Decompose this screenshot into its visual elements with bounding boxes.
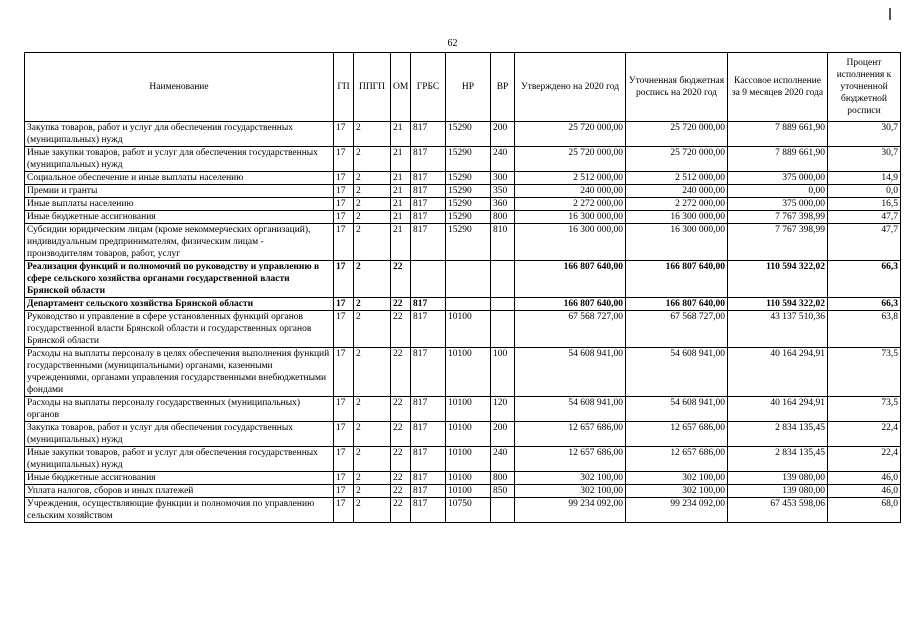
cell-om: 22: [391, 298, 411, 311]
cell-gp: 17: [334, 472, 354, 485]
cell-percent: 66,3: [828, 261, 901, 298]
cell-ppgp: 2: [354, 147, 391, 172]
cell-name: Расходы на выплаты персоналу государственных (муниципальных) органов: [25, 397, 334, 422]
cell-ppgp: 2: [354, 261, 391, 298]
cell-gp: 17: [334, 311, 354, 348]
cell-cash: 0,00: [728, 185, 828, 198]
cell-refined: 99 234 092,00: [626, 498, 728, 523]
cell-percent: 63,8: [828, 311, 901, 348]
cell-grbs: 817: [411, 298, 446, 311]
table-row: [25, 298, 901, 311]
cell-gp: 17: [334, 211, 354, 224]
cell-cash: 7 889 661,90: [728, 122, 828, 147]
cell-nr: 10100: [446, 485, 491, 498]
header-percent: Процент исполнения к уточненной бюджетной росписи: [828, 53, 901, 122]
table-row: [25, 198, 901, 211]
cell-approved: 16 300 000,00: [515, 211, 626, 224]
cell-cash: 110 594 322,02: [728, 298, 828, 311]
cell-cash: 67 453 598,06: [728, 498, 828, 523]
cell-name: Субсидии юридическим лицам (кроме некоммерческих организаций), индивидуальным предпринимателям, физическим лицам - производителям товаров, работ, услуг: [25, 224, 334, 261]
cell-percent: 73,5: [828, 348, 901, 397]
table-row: [25, 311, 901, 348]
cell-name: Иные выплаты населению: [25, 198, 334, 211]
cell-grbs: 817: [411, 172, 446, 185]
cell-cash: 43 137 510,36: [728, 311, 828, 348]
cell-om: 22: [391, 485, 411, 498]
cell-approved: 25 720 000,00: [515, 122, 626, 147]
cell-approved: 302 100,00: [515, 485, 626, 498]
cell-grbs: 817: [411, 198, 446, 211]
cell-vr: 240: [491, 147, 515, 172]
cell-refined: 67 568 727,00: [626, 311, 728, 348]
cell-percent: 16,5: [828, 198, 901, 211]
cell-grbs: [411, 261, 446, 298]
cell-nr: 15290: [446, 211, 491, 224]
cell-percent: 47,7: [828, 224, 901, 261]
header-name: Наименование: [25, 53, 334, 122]
cell-percent: 66,3: [828, 298, 901, 311]
cell-om: 22: [391, 261, 411, 298]
cell-approved: 302 100,00: [515, 472, 626, 485]
cell-om: 21: [391, 185, 411, 198]
cell-ppgp: 2: [354, 298, 391, 311]
cell-percent: 22,4: [828, 422, 901, 447]
table-row: [25, 348, 901, 397]
cell-percent: 46,0: [828, 485, 901, 498]
cell-name: Учреждения, осуществляющие функции и полномочия по управлению сельским хозяйством: [25, 498, 334, 523]
cell-approved: 67 568 727,00: [515, 311, 626, 348]
cell-approved: 25 720 000,00: [515, 147, 626, 172]
cell-vr: [491, 311, 515, 348]
cell-refined: 25 720 000,00: [626, 147, 728, 172]
cell-name: Социальное обеспечение и иные выплаты населению: [25, 172, 334, 185]
cell-gp: 17: [334, 298, 354, 311]
cell-om: 21: [391, 122, 411, 147]
cell-approved: 166 807 640,00: [515, 298, 626, 311]
cell-approved: 2 512 000,00: [515, 172, 626, 185]
cell-vr: 350: [491, 185, 515, 198]
cell-refined: 166 807 640,00: [626, 298, 728, 311]
cell-ppgp: 2: [354, 485, 391, 498]
cell-om: 22: [391, 472, 411, 485]
header-ppgp: ППГП: [354, 53, 391, 122]
cell-percent: 47,7: [828, 211, 901, 224]
cell-grbs: 817: [411, 147, 446, 172]
cell-gp: 17: [334, 498, 354, 523]
cell-nr: 15290: [446, 185, 491, 198]
cell-percent: 30,7: [828, 147, 901, 172]
cell-ppgp: 2: [354, 311, 391, 348]
cell-vr: [491, 261, 515, 298]
cell-name: Реализация функций и полномочий по руководству и управлению в сфере сельского хозяйства органами государственной власти Брянской области: [25, 261, 334, 298]
cell-gp: 17: [334, 122, 354, 147]
cell-nr: 10100: [446, 422, 491, 447]
cell-refined: 54 608 941,00: [626, 397, 728, 422]
table-row: [25, 211, 901, 224]
cell-approved: 2 272 000,00: [515, 198, 626, 211]
cell-vr: 300: [491, 172, 515, 185]
table-row: [25, 122, 901, 147]
cell-ppgp: 2: [354, 172, 391, 185]
cell-refined: 16 300 000,00: [626, 224, 728, 261]
cell-gp: 17: [334, 447, 354, 472]
cell-refined: 54 608 941,00: [626, 348, 728, 397]
cell-gp: 17: [334, 397, 354, 422]
cell-vr: 810: [491, 224, 515, 261]
cell-gp: 17: [334, 147, 354, 172]
cell-grbs: 817: [411, 397, 446, 422]
cell-ppgp: 2: [354, 422, 391, 447]
cell-refined: 166 807 640,00: [626, 261, 728, 298]
cell-percent: 30,7: [828, 122, 901, 147]
cell-cash: 7 767 398,99: [728, 224, 828, 261]
cell-ppgp: 2: [354, 198, 391, 211]
table-row: [25, 485, 901, 498]
cell-nr: 10100: [446, 397, 491, 422]
cell-nr: [446, 261, 491, 298]
cell-nr: [446, 298, 491, 311]
cell-name: Руководство и управление в сфере установленных функций органов государственной власти Брянской области и государственных органов Брянской области: [25, 311, 334, 348]
cell-refined: 2 512 000,00: [626, 172, 728, 185]
scan-edge-mark: [889, 8, 891, 20]
cell-cash: 40 164 294,91: [728, 348, 828, 397]
cell-percent: 68,0: [828, 498, 901, 523]
cell-om: 21: [391, 147, 411, 172]
cell-om: 22: [391, 498, 411, 523]
cell-vr: 360: [491, 198, 515, 211]
cell-grbs: 817: [411, 348, 446, 397]
cell-percent: 14,9: [828, 172, 901, 185]
cell-nr: 10100: [446, 447, 491, 472]
cell-approved: 12 657 686,00: [515, 447, 626, 472]
cell-gp: 17: [334, 172, 354, 185]
header-nr: НР: [446, 53, 491, 122]
cell-approved: 12 657 686,00: [515, 422, 626, 447]
cell-vr: [491, 298, 515, 311]
cell-vr: 100: [491, 348, 515, 397]
table-row: [25, 172, 901, 185]
cell-om: 22: [391, 311, 411, 348]
cell-ppgp: 2: [354, 224, 391, 261]
cell-name: Расходы на выплаты персоналу в целях обеспечения выполнения функций государственными (муниципальными) органами, казенными учреждениями, органами управления государственными внебюджетными фондами: [25, 348, 334, 397]
cell-nr: 15290: [446, 172, 491, 185]
cell-nr: 15290: [446, 224, 491, 261]
cell-grbs: 817: [411, 185, 446, 198]
header-approved: Утверждено на 2020 год: [515, 53, 626, 122]
budget-execution-table: [24, 52, 901, 523]
table-row: [25, 224, 901, 261]
cell-nr: 10100: [446, 348, 491, 397]
cell-grbs: 817: [411, 485, 446, 498]
cell-nr: 15290: [446, 122, 491, 147]
cell-ppgp: 2: [354, 348, 391, 397]
cell-om: 22: [391, 422, 411, 447]
cell-gp: 17: [334, 185, 354, 198]
cell-name: Премии и гранты: [25, 185, 334, 198]
cell-om: 21: [391, 224, 411, 261]
cell-om: 21: [391, 211, 411, 224]
cell-vr: 800: [491, 472, 515, 485]
cell-cash: 110 594 322,02: [728, 261, 828, 298]
cell-ppgp: 2: [354, 211, 391, 224]
table-row: [25, 261, 901, 298]
table-row: [25, 422, 901, 447]
cell-ppgp: 2: [354, 185, 391, 198]
cell-cash: 7 767 398,99: [728, 211, 828, 224]
cell-vr: 120: [491, 397, 515, 422]
cell-cash: 40 164 294,91: [728, 397, 828, 422]
cell-refined: 25 720 000,00: [626, 122, 728, 147]
cell-grbs: 817: [411, 498, 446, 523]
cell-grbs: 817: [411, 211, 446, 224]
cell-ppgp: 2: [354, 498, 391, 523]
cell-om: 21: [391, 172, 411, 185]
cell-cash: 375 000,00: [728, 198, 828, 211]
cell-gp: 17: [334, 348, 354, 397]
cell-cash: 139 080,00: [728, 472, 828, 485]
table-header-row: [25, 53, 901, 122]
cell-name: Иные бюджетные ассигнования: [25, 211, 334, 224]
cell-om: 22: [391, 447, 411, 472]
cell-vr: 240: [491, 447, 515, 472]
cell-cash: 139 080,00: [728, 485, 828, 498]
cell-nr: 10100: [446, 311, 491, 348]
header-om: ОМ: [391, 53, 411, 122]
cell-ppgp: 2: [354, 472, 391, 485]
cell-vr: 200: [491, 422, 515, 447]
cell-name: Иные бюджетные ассигнования: [25, 472, 334, 485]
cell-name: Иные закупки товаров, работ и услуг для обеспечения государственных (муниципальных) нужд: [25, 447, 334, 472]
cell-percent: 46,0: [828, 472, 901, 485]
cell-nr: 10750: [446, 498, 491, 523]
cell-ppgp: 2: [354, 122, 391, 147]
header-gp: ГП: [334, 53, 354, 122]
cell-nr: 15290: [446, 147, 491, 172]
cell-nr: 15290: [446, 198, 491, 211]
cell-grbs: 817: [411, 224, 446, 261]
cell-approved: 54 608 941,00: [515, 348, 626, 397]
cell-refined: 16 300 000,00: [626, 211, 728, 224]
cell-vr: [491, 498, 515, 523]
cell-approved: 99 234 092,00: [515, 498, 626, 523]
cell-refined: 240 000,00: [626, 185, 728, 198]
table-row: [25, 397, 901, 422]
page-number: 62: [447, 38, 458, 49]
cell-vr: 850: [491, 485, 515, 498]
cell-refined: 2 272 000,00: [626, 198, 728, 211]
cell-name: Иные закупки товаров, работ и услуг для обеспечения государственных (муниципальных) нужд: [25, 147, 334, 172]
cell-percent: 73,5: [828, 397, 901, 422]
cell-refined: 12 657 686,00: [626, 422, 728, 447]
cell-approved: 54 608 941,00: [515, 397, 626, 422]
cell-grbs: 817: [411, 472, 446, 485]
cell-ppgp: 2: [354, 447, 391, 472]
cell-approved: 166 807 640,00: [515, 261, 626, 298]
cell-name: Закупка товаров, работ и услуг для обеспечения государственных (муниципальных) нужд: [25, 422, 334, 447]
cell-grbs: 817: [411, 311, 446, 348]
cell-name: Департамент сельского хозяйства Брянской области: [25, 298, 334, 311]
header-cash: Кассовое исполнение за 9 месяцев 2020 года: [728, 53, 828, 122]
header-refined: Уточненная бюджетная роспись на 2020 год: [626, 53, 728, 122]
header-vr: ВР: [491, 53, 515, 122]
cell-refined: 12 657 686,00: [626, 447, 728, 472]
cell-grbs: 817: [411, 447, 446, 472]
table-row: [25, 447, 901, 472]
cell-vr: 800: [491, 211, 515, 224]
cell-om: 22: [391, 348, 411, 397]
cell-refined: 302 100,00: [626, 485, 728, 498]
cell-vr: 200: [491, 122, 515, 147]
cell-cash: 7 889 661,90: [728, 147, 828, 172]
cell-om: 21: [391, 198, 411, 211]
cell-gp: 17: [334, 261, 354, 298]
cell-approved: 16 300 000,00: [515, 224, 626, 261]
cell-cash: 2 834 135,45: [728, 447, 828, 472]
cell-name: Уплата налогов, сборов и иных платежей: [25, 485, 334, 498]
header-grbs: ГРБС: [411, 53, 446, 122]
cell-gp: 17: [334, 224, 354, 261]
cell-gp: 17: [334, 422, 354, 447]
cell-percent: 22,4: [828, 447, 901, 472]
cell-cash: 2 834 135,45: [728, 422, 828, 447]
table-row: [25, 498, 901, 523]
cell-grbs: 817: [411, 122, 446, 147]
table-row: [25, 147, 901, 172]
table-body: [25, 122, 901, 523]
cell-refined: 302 100,00: [626, 472, 728, 485]
cell-om: 22: [391, 397, 411, 422]
cell-nr: 10100: [446, 472, 491, 485]
table-row: [25, 185, 901, 198]
cell-ppgp: 2: [354, 397, 391, 422]
cell-cash: 375 000,00: [728, 172, 828, 185]
cell-grbs: 817: [411, 422, 446, 447]
cell-approved: 240 000,00: [515, 185, 626, 198]
cell-gp: 17: [334, 198, 354, 211]
table-row: [25, 472, 901, 485]
cell-percent: 0,0: [828, 185, 901, 198]
cell-name: Закупка товаров, работ и услуг для обеспечения государственных (муниципальных) нужд: [25, 122, 334, 147]
cell-gp: 17: [334, 485, 354, 498]
